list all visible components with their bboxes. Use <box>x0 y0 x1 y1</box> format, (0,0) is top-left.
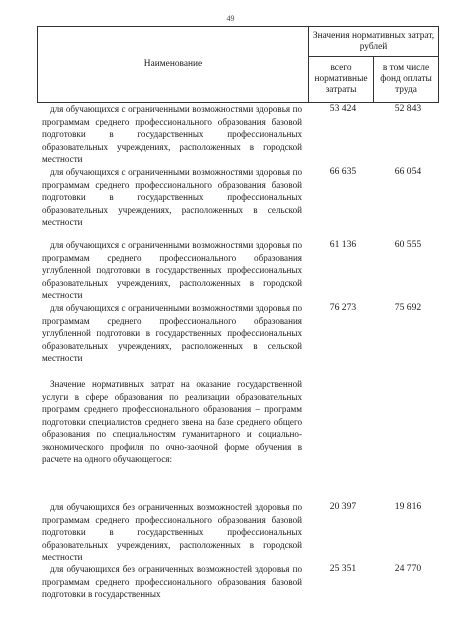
row-wage: 52 843 <box>394 103 422 114</box>
table-row <box>37 103 438 171</box>
table-row <box>37 166 438 234</box>
row-total: 61 136 <box>329 239 357 250</box>
row-total: 66 635 <box>329 166 357 177</box>
row-wage: 66 054 <box>394 166 422 177</box>
section-note: Значение нормативных затрат на оказание государственной услуги в сфере образования по реализации образовательных программ среднего профессионального образования – программ подготовки специалистов среднего звена на базе среднего общего образования по специальностям гуманитарного и социально-экономического профиля по очно-заочной форме обучения в расчете на одного обучающегося: <box>42 379 302 464</box>
row-description: для обучающихся без ограниченных возможностей здоровья по программам среднего профессионального образования базовой подготовки в государственных <box>42 564 302 599</box>
row-description: для обучающихся без ограниченных возможностей здоровья по программам среднего профессионального образования базовой подготовки в государственных профессиональных образовательных учреждениях, расположенных в городской местности <box>42 502 302 562</box>
row-wage: 19 816 <box>394 501 422 512</box>
row-total: 53 424 <box>329 103 357 114</box>
row-description: для обучающихся с ограниченными возможностями здоровья по программам среднего профессионального образования базовой подготовки в государственных профессиональных образовательных учреждениях, расположенных в сельской местности <box>42 167 302 227</box>
column-header-total: всего нормативные затраты <box>309 57 374 103</box>
row-description: для обучающихся с ограниченными возможностями здоровья по программам среднего профессионального образования углубленной подготовки в государственных профессиональных образовательных учреждениях, расположенных в сельской местности <box>42 303 302 363</box>
row-total: 20 397 <box>329 501 357 512</box>
table-row <box>37 501 438 569</box>
row-wage: 24 770 <box>394 563 422 574</box>
table-row <box>37 302 438 370</box>
table-row <box>37 563 438 605</box>
row-total: 25 351 <box>329 563 357 574</box>
table-row <box>37 239 438 307</box>
column-header-wage: в том числе фонд оплаты труда <box>374 57 439 103</box>
table-header <box>37 26 439 103</box>
row-description: для обучающихся с ограниченными возможностями здоровья по программам среднего профессионального образования базовой подготовки в государственных профессиональных образовательных учреждениях, расположенных в городской местности <box>42 104 302 164</box>
column-header-values: Значения нормативных затрат, рублей <box>309 27 439 57</box>
row-description: для обучающихся с ограниченными возможностями здоровья по программам среднего профессионального образования углубленной подготовки в государственных профессиональных образовательных учреждениях, расположенных в городской местности <box>42 240 302 300</box>
page-number: 49 <box>226 14 235 23</box>
row-wage: 75 692 <box>394 302 422 313</box>
row-wage: 60 555 <box>394 239 422 250</box>
column-header-name: Наименование <box>38 27 309 103</box>
row-total: 76 273 <box>329 302 357 313</box>
